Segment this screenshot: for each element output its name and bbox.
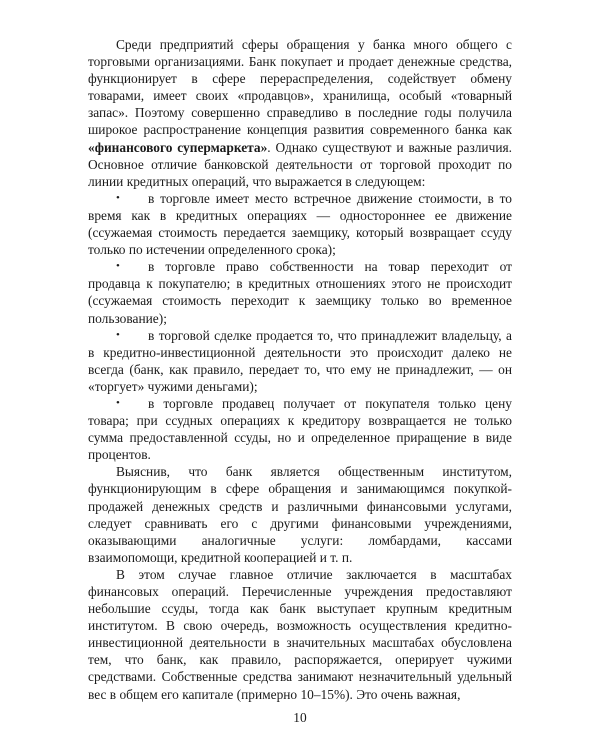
paragraph-3: В этом случае главное отличие заключается в масштабах финансовых операций. Перечисленные учреждения предоставляют небольшие ссуды, тогда как банк выступает крупным кредитным институтом. В свою очередь, возможность осуществления кредитно-инвестиционной деятельности в значительных масштабах обусловлена тем, что банк, как правило, распоряжается, оперирует чужими средствами. Собственные средства занимают незначительный удельный вес в общем его капитале (примерно 10–15%). Это очень важная, <box>88 566 512 702</box>
bullet-marker-1: • <box>116 191 120 204</box>
paragraph-1-text-b: . Однако существуют и важные различия. Основное отличие банковской деятельности от торговой проходит по линии кредитных операций, что выражается в следующем: <box>88 139 513 189</box>
bullet-text-4: в торговле продавец получает от покупателя только цену товара; при ссудных операциях к кредитору возвращается не только сумма предоставленной ссуды, но и определенное приращение в виде процентов. <box>88 395 512 463</box>
paragraph-2: Выяснив, что банк является общественным институтом, функционирующим в сфере обращения и занимающимся покупкой-продажей денежных средств и различными финансовыми услугами, следует сравнивать его с другими финансовыми учреждениями, оказывающими аналогичные услуги: ломбардами, кассами взаимопомощи, кредитной кооперацией и т. п. <box>88 464 512 565</box>
bullet-text-1: в торговле имеет место встречное движение стоимости, в то время как в кредитных операциях — одностороннее ее движение (ссужаемая стоимость передается заемщику, который возвращает ссуду только по истечении определенного срока); <box>88 190 512 258</box>
bullet-marker-4: • <box>116 396 120 409</box>
bullet-text-3: в торговой сделке продается то, что принадлежит владельцу, а в кредитно-инвестиционной деятельности это происходит далеко не всегда (банк, как правило, передает то, что ему не принадлежит, — он «торгует» чужими деньгами); <box>88 327 512 394</box>
bullet-item-1 <box>88 190 512 258</box>
bullet-item-3 <box>88 327 512 395</box>
bullet-text-2: в торговле право собственности на товар переходит от продавца к покупателю; в кредитных отношениях этого не происходит (ссужаемая стоимость переходит к заемщику только во временное пользование); <box>88 259 512 326</box>
page-number: 10 <box>293 710 307 725</box>
paragraph-1 <box>88 36 512 190</box>
bullet-item-4 <box>88 395 512 463</box>
paragraph-1-bold-term: «финансового супермаркета» <box>88 139 268 155</box>
paragraph-1-text-a: Среди предприятий сферы обращения у банка много общего с торговыми организациями. Банк покупает и продает денежные средства, функционирует в сфере перераспределения, содействует обмену товарами, имеет своих «продавцов», хранилища, особый «товарный запас». Поэтому совершенно справедливо в последние годы получила широкое распространение концепция развития современного банка как <box>88 37 512 138</box>
bullet-item-2 <box>88 258 512 326</box>
bullet-marker-2: • <box>116 260 120 273</box>
page-body <box>88 36 512 703</box>
bullet-marker-3: • <box>116 328 120 341</box>
